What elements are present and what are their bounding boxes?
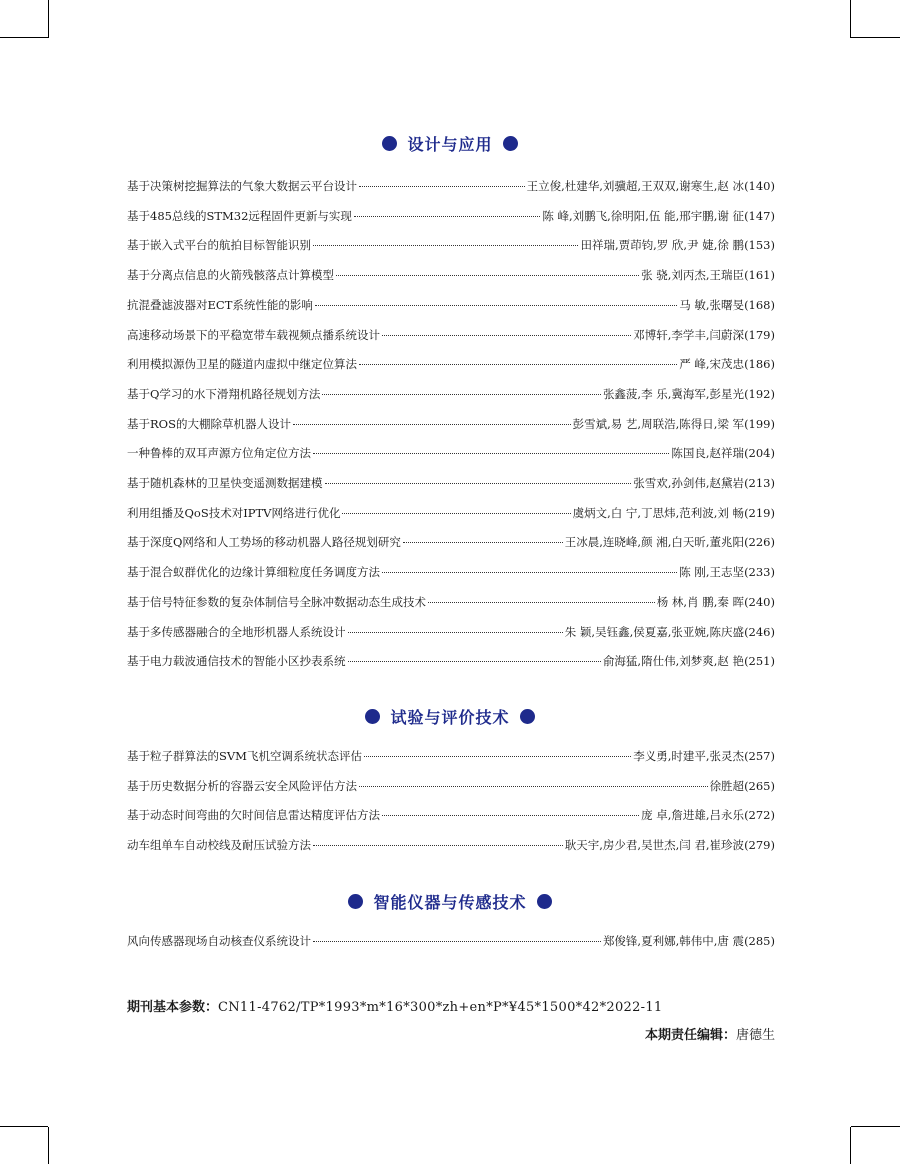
article-title: 基于多传感器融合的全地形机器人系统设计 xyxy=(127,624,346,639)
leader-dots xyxy=(359,786,708,787)
article-page: (219) xyxy=(744,505,775,520)
article-page: (153) xyxy=(744,238,775,253)
article-title: 基于信号特征参数的复杂体制信号全脉冲数据动态生成技术 xyxy=(127,594,426,609)
toc-entry[interactable] xyxy=(127,416,775,438)
article-title: 基于动态时间弯曲的欠时间信息雷达精度评估方法 xyxy=(127,808,380,823)
section-heading xyxy=(0,701,900,731)
article-page: (140) xyxy=(744,179,775,193)
toc-entry[interactable] xyxy=(127,208,775,230)
journal-parameters xyxy=(127,996,663,1015)
leader-dots xyxy=(382,335,631,336)
article-title: 利用组播及QoS技术对IPTV网络进行优化 xyxy=(127,505,341,520)
leader-dots xyxy=(382,572,677,573)
crop-mark xyxy=(0,37,48,38)
article-title: 基于485总线的STM32远程固件更新与实现 xyxy=(127,208,352,223)
toc-entry[interactable] xyxy=(127,837,775,859)
leader-dots xyxy=(313,941,601,942)
toc-entry[interactable] xyxy=(127,475,775,497)
article-page: (199) xyxy=(744,416,775,431)
article-title: 基于历史数据分析的容器云安全风险评估方法 xyxy=(127,778,357,793)
bullet-dot-icon xyxy=(348,894,363,909)
toc-entry[interactable] xyxy=(127,386,775,408)
article-title: 基于随机森林的卫星快变遥测数据建模 xyxy=(127,476,323,490)
article-page: (204) xyxy=(744,446,775,461)
article-page: (226) xyxy=(744,535,775,550)
toc-entry[interactable] xyxy=(127,534,775,556)
article-authors: 郑俊锋,夏利娜,韩伟中,唐 震 xyxy=(602,934,745,948)
crop-mark xyxy=(851,37,900,38)
article-title: 基于ROS的大棚除草机器人设计 xyxy=(127,416,291,431)
toc-entry[interactable] xyxy=(127,297,775,319)
leader-dots xyxy=(336,275,639,276)
crop-mark xyxy=(0,1126,48,1127)
leader-dots xyxy=(348,661,601,662)
toc-entry[interactable] xyxy=(127,178,775,200)
leader-dots xyxy=(293,424,571,425)
responsible-editor-name: 唐德生 xyxy=(735,1028,775,1043)
article-page: (251) xyxy=(744,654,775,669)
leader-dots xyxy=(313,453,669,454)
toc-entry[interactable] xyxy=(127,624,775,646)
article-page: (213) xyxy=(744,476,775,490)
toc-entry[interactable] xyxy=(127,933,775,955)
article-title: 基于深度Q网络和人工势场的移动机器人路径规划研究 xyxy=(127,535,401,550)
leader-dots xyxy=(428,602,655,603)
crop-mark xyxy=(48,1127,49,1164)
article-authors: 耿天宇,房少君,吴世杰,闫 君,崔珍波 xyxy=(564,838,745,853)
leader-dots xyxy=(348,632,563,633)
toc-entry[interactable] xyxy=(127,748,775,770)
crop-mark xyxy=(850,0,851,38)
article-page: (265) xyxy=(744,778,775,793)
leader-dots xyxy=(403,542,563,543)
article-authors: 虞炳文,白 宁,丁思炜,范利波,刘 畅 xyxy=(572,505,745,520)
leader-dots xyxy=(342,513,570,514)
crop-mark xyxy=(850,1127,851,1164)
responsible-editor-label: 本期责任编辑： xyxy=(644,1028,736,1043)
article-authors: 朱 颖,吴钰鑫,侯夏嘉,张亚婉,陈庆盛 xyxy=(564,624,745,639)
bullet-dot-icon xyxy=(537,894,552,909)
article-page: (246) xyxy=(744,624,775,639)
article-authors: 徐胜超 xyxy=(709,778,745,793)
article-page: (147) xyxy=(744,208,775,223)
section-title: 设计与应用 xyxy=(407,134,493,154)
responsible-editor xyxy=(645,1024,775,1043)
article-title: 利用模拟源伪卫星的隧道内虚拟中继定位算法 xyxy=(127,357,357,372)
toc-entry[interactable] xyxy=(127,778,775,800)
journal-parameters-value: CN11-4762/TP*1993*m*16*300*zh+en*P*¥45*1500*42*2022-11 xyxy=(218,1000,663,1015)
leader-dots xyxy=(359,186,525,187)
toc-entry[interactable] xyxy=(127,237,775,259)
article-authors: 杨 林,肖 鹏,秦 晖 xyxy=(656,594,745,609)
article-authors: 邓博轩,李学丰,闫蔚深 xyxy=(633,327,745,342)
article-title: 动车组单车自动校线及耐压试验方法 xyxy=(127,838,311,853)
toc-entry[interactable] xyxy=(127,267,775,289)
article-page: (186) xyxy=(744,357,775,372)
article-page: (192) xyxy=(744,386,775,401)
toc-entry[interactable] xyxy=(127,564,775,586)
article-authors: 俞海猛,隋仕伟,刘梦爽,赵 艳 xyxy=(602,654,745,669)
section-title: 试验与评价技术 xyxy=(390,707,510,727)
article-authors: 陈国良,赵祥瑞 xyxy=(671,446,745,461)
article-page: (257) xyxy=(744,749,775,763)
article-title: 风向传感器现场自动核查仪系统设计 xyxy=(127,934,311,948)
toc-entry[interactable] xyxy=(127,505,775,527)
article-authors: 彭雪斌,易 艺,周联浩,陈得日,梁 军 xyxy=(572,416,745,431)
article-page: (161) xyxy=(744,268,775,283)
leader-dots xyxy=(325,483,632,484)
bullet-dot-icon xyxy=(382,136,397,151)
section-heading xyxy=(0,128,900,158)
toc-entry[interactable] xyxy=(127,327,775,349)
crop-mark xyxy=(48,0,49,38)
article-page: (168) xyxy=(744,297,775,312)
article-authors: 张 骁,刘丙杰,王瑞臣 xyxy=(641,268,745,283)
article-title: 基于电力载波通信技术的智能小区抄表系统 xyxy=(127,654,346,669)
article-authors: 张鑫菠,李 乐,冀海军,彭星光 xyxy=(602,386,745,401)
leader-dots xyxy=(359,364,677,365)
leader-dots xyxy=(364,756,631,757)
bullet-dot-icon xyxy=(503,136,518,151)
journal-parameters-label: 期刊基本参数： xyxy=(127,1000,219,1015)
leader-dots xyxy=(313,845,563,846)
article-page: (240) xyxy=(744,594,775,609)
article-title: 一种鲁棒的双耳声源方位角定位方法 xyxy=(127,446,311,461)
article-title: 基于嵌入式平台的航拍目标智能识别 xyxy=(127,238,311,253)
toc-entry[interactable] xyxy=(127,807,775,829)
article-page: (272) xyxy=(744,808,775,823)
article-title: 基于分离点信息的火箭残骸落点计算模型 xyxy=(127,268,334,283)
article-title: 基于混合蚁群优化的边缘计算细粒度任务调度方法 xyxy=(127,565,380,580)
article-authors: 王冰晨,连晓峰,颜 湘,白天昕,董兆阳 xyxy=(564,535,745,550)
leader-dots xyxy=(315,305,677,306)
bullet-dot-icon xyxy=(365,709,380,724)
article-title: 抗混叠滤波器对ECT系统性能的影响 xyxy=(127,297,313,312)
toc-entry[interactable] xyxy=(127,445,775,467)
article-page: (279) xyxy=(744,838,775,853)
article-page: (233) xyxy=(744,565,775,580)
article-authors: 马 敏,张曙旻 xyxy=(679,297,745,312)
article-authors: 张雪欢,孙剑伟,赵黛岩 xyxy=(633,476,745,490)
leader-dots xyxy=(322,394,601,395)
article-authors: 李义勇,时建平,张灵杰 xyxy=(633,749,745,763)
article-authors: 陈 峰,刘鹏飞,徐明阳,伍 能,邢宇鹏,谢 征 xyxy=(542,208,745,223)
article-page: (179) xyxy=(744,327,775,342)
article-authors: 田祥瑞,贾茚钧,罗 欣,尹 婕,徐 鹏 xyxy=(580,238,745,253)
leader-dots xyxy=(382,815,639,816)
article-title: 基于决策树挖掘算法的气象大数据云平台设计 xyxy=(127,179,357,193)
toc-entry[interactable] xyxy=(127,594,775,616)
section-title: 智能仪器与传感技术 xyxy=(373,892,527,912)
article-title: 基于粒子群算法的SVM飞机空调系统状态评估 xyxy=(127,749,362,763)
article-authors: 陈 刚,王志坚 xyxy=(679,565,745,580)
article-title: 高速移动场景下的平稳宽带车载视频点播系统设计 xyxy=(127,327,380,342)
toc-entry[interactable] xyxy=(127,653,775,675)
article-authors: 王立俊,杜建华,刘骥超,王双双,谢寒生,赵 冰 xyxy=(526,179,745,193)
leader-dots xyxy=(313,245,578,246)
crop-mark xyxy=(851,1126,900,1127)
article-page: (285) xyxy=(744,934,775,948)
article-authors: 庞 卓,詹进雄,吕永乐 xyxy=(641,808,745,823)
article-title: 基于Q学习的水下滑翔机路径规划方法 xyxy=(127,386,321,401)
leader-dots xyxy=(354,216,540,217)
bullet-dot-icon xyxy=(520,709,535,724)
toc-entry[interactable] xyxy=(127,356,775,378)
section-heading xyxy=(0,886,900,916)
article-authors: 严 峰,宋茂忠 xyxy=(679,357,745,372)
